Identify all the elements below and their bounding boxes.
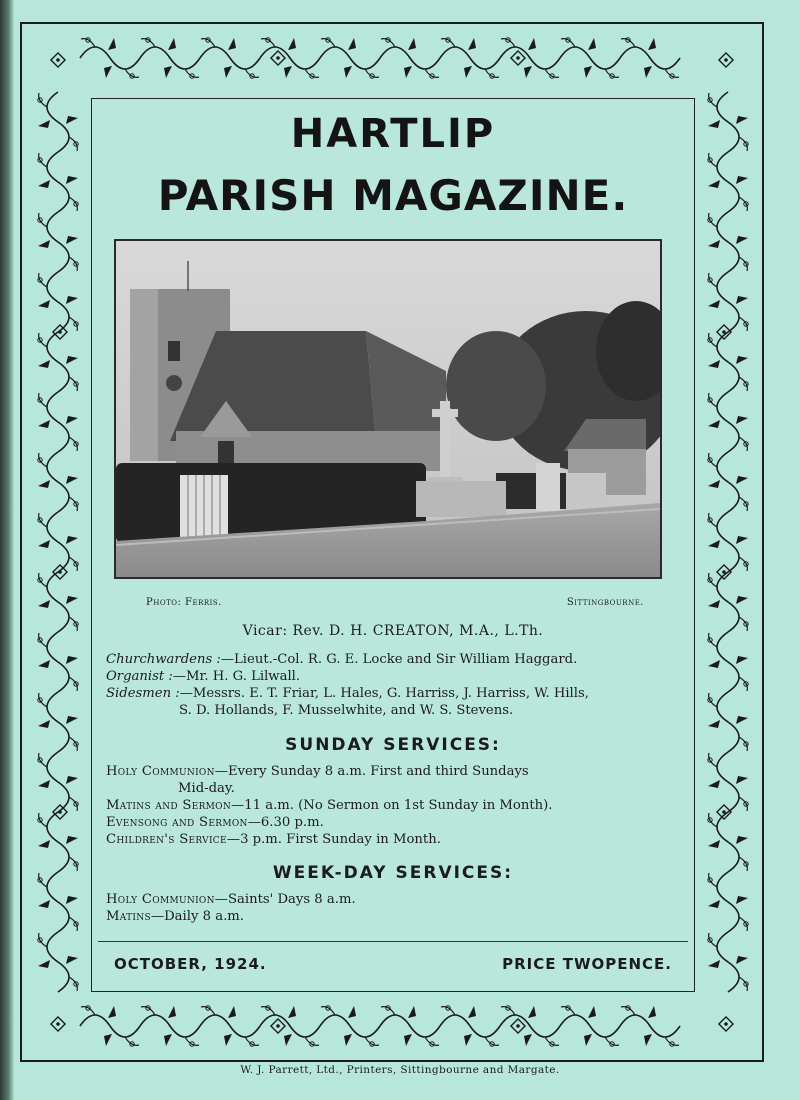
sunday-matins: [106, 797, 690, 814]
sunday-evensong: [106, 814, 690, 831]
book-spine: [0, 0, 14, 1100]
service-name: Children's Service: [106, 832, 227, 847]
photo-credit: Photo: Ferris.: [146, 597, 222, 608]
sidesmen-row-continued: S. D. Hollands, F. Musselwhite, and W. S. Stevens.: [179, 703, 514, 718]
service-name: Matins and Sermon: [106, 798, 232, 813]
organist-name: —Mr. H. G. Lilwall.: [172, 669, 301, 684]
service-times: —6.30 p.m.: [247, 815, 324, 830]
weekday-services-heading: WEEK-DAY SERVICES:: [272, 863, 514, 883]
sunday-holy-communion: [106, 763, 690, 780]
footer-divider: [98, 941, 688, 942]
sidesmen-row: [106, 685, 686, 702]
title-hartlip: HARTLIP: [290, 111, 496, 157]
weekday-holy-communion: [106, 891, 690, 908]
issue-price: PRICE TWOPENCE.: [502, 955, 672, 973]
service-times: —11 a.m. (No Sermon on 1st Sunday in Month).: [231, 798, 553, 813]
content-panel: [91, 98, 695, 992]
churchwardens-row: [106, 651, 686, 668]
service-name: Holy Communion: [106, 764, 215, 779]
service-name: Matins: [106, 909, 151, 924]
vicar-line: Vicar: Rev. D. H. CREATON, M.A., L.Th.: [242, 623, 544, 639]
service-times: —Every Sunday 8 a.m. First and third Sundays: [214, 764, 529, 779]
churchwardens-label: Churchwardens :: [106, 652, 221, 667]
parish-officers: [106, 651, 686, 719]
issue-date: OCTOBER, 1924.: [114, 955, 267, 973]
weekday-matins: [106, 908, 690, 925]
service-times: —Daily 8 a.m.: [150, 909, 244, 924]
sidesmen-label: Sidesmen :: [106, 686, 180, 701]
sunday-services-list: [106, 763, 690, 848]
photo-location: Sittingbourne.: [566, 597, 644, 608]
churchwardens-names: —Lieut.-Col. R. G. E. Locke and Sir William Haggard.: [220, 652, 578, 667]
weekday-services-list: [106, 891, 690, 925]
service-times: —3 p.m. First Sunday in Month.: [226, 832, 441, 847]
title-parish-magazine: PARISH MAGAZINE.: [157, 171, 629, 220]
sunday-services-heading: SUNDAY SERVICES:: [285, 735, 501, 755]
sunday-holy-communion-cont: Mid-day.: [178, 781, 235, 796]
sunday-childrens-service: [106, 831, 690, 848]
organist-row: [106, 668, 686, 685]
service-name: Evensong and Sermon: [106, 815, 248, 830]
service-times: —Saints' Days 8 a.m.: [214, 892, 356, 907]
printer-imprint: W. J. Parrett, Ltd., Printers, Sittingbourne and Margate.: [240, 1064, 560, 1076]
service-name: Holy Communion: [106, 892, 215, 907]
organist-label: Organist :: [106, 669, 173, 684]
church-photograph: [114, 239, 662, 579]
church-photo-illustration: [116, 241, 660, 577]
sidesmen-names: —Messrs. E. T. Friar, L. Hales, G. Harriss, J. Harriss, W. Hills,: [179, 686, 589, 701]
